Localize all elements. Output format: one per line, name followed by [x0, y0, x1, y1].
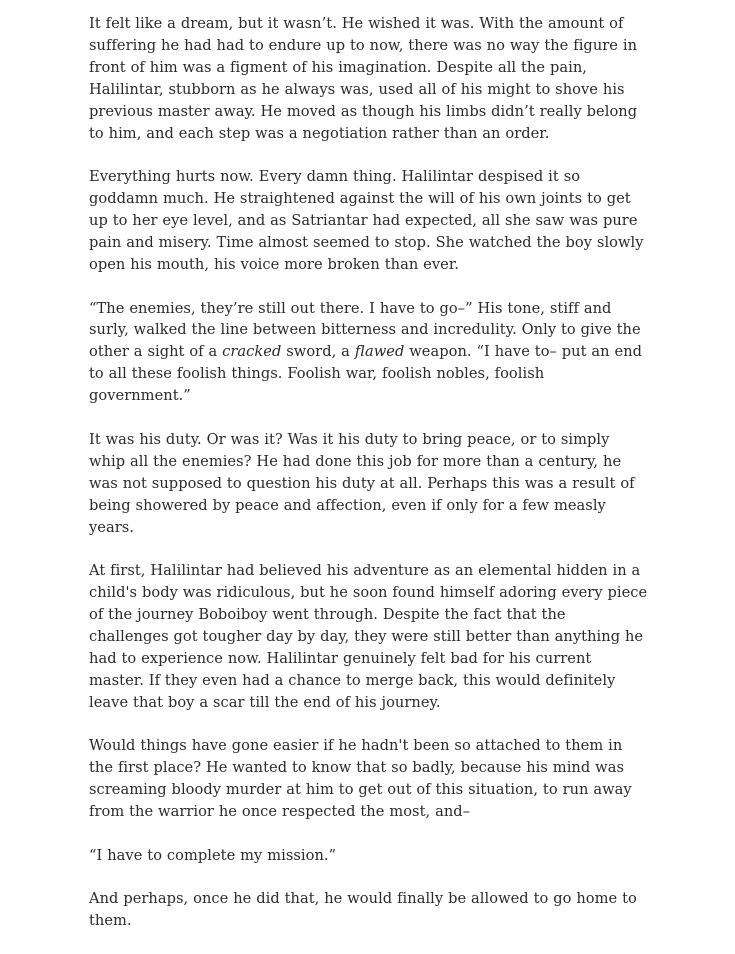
paragraph-text: And perhaps, once he did that, he would finally be allowed to go home to them. [89, 890, 637, 930]
paragraph [89, 13, 649, 144]
paragraph [89, 560, 649, 713]
paragraph [89, 429, 649, 539]
paragraph-text: “The enemies, they’re still out there. I have to go–” His tone, stiff and surly, walked the line between bitterness and incredulity. Only to give the other a sight of a [89, 299, 641, 361]
paragraph-text: It felt like a dream, but it wasn’t. He wished it was. With the amount of suffering he had had to endure up to now, there was no way the figure in front of him was a figment of his imagination. Despite all the pain, Halilintar, stubborn as he always was, used all of his might to shove his previous master away. He moved as though his limbs didn’t really belong to him, and each step was a negotiation rather than an order. [89, 15, 638, 142]
italic-text: flawed [354, 343, 405, 361]
paragraph-text: Would things have gone easier if he hadn't been so attached to them in the first place? He wanted to know that so badly, because his mind was screaming bloody murder at him to get out of this situation, to run away from the warrior he once respected the most, and– [89, 737, 632, 821]
paragraph [89, 845, 649, 867]
paragraph-text: Everything hurts now. Every damn thing. Halilintar despised it so goddamn much. He straightened against the will of his own joints to get up to her eye level, and as Satriantar had expected, all she saw was pure pain and misery. Time almost seemed to stop. She watched the boy slowly open his mouth, his voice more broken than ever. [89, 168, 644, 273]
paragraph [89, 888, 649, 932]
paragraph [89, 166, 649, 276]
paragraph [89, 298, 649, 408]
story-text [89, 13, 649, 954]
paragraph-text: It was his duty. Or was it? Was it his duty to bring peace, or to simply whip all the enemies? He had done this job for more than a century, he was not supposed to question his duty at all. Perhaps this was a result of being showered by peace and affection, even if only for a few measly years. [89, 430, 635, 536]
paragraph-text: At first, Halilintar had believed his adventure as an elemental hidden in a child's body was ridiculous, but he soon found himself adoring every piece of the journey Boboiboy went through. Despite the fact that the challenges got tougher day by day, they were still better than anything he had to experience now. Halilintar genuinely felt bad for his current master. If they even had a chance to merge back, this would definitely leave that boy a scar till the end of his journey. [89, 562, 648, 711]
paragraph [89, 735, 649, 823]
italic-text: cracked [222, 343, 282, 361]
paragraph-text: weapon. “I have to– put an end to all these foolish things. Foolish war, foolish nobles, foolish government.” [89, 343, 643, 405]
paragraph-text: “I have to complete my mission.” [89, 846, 337, 864]
paragraph-text: sword, a [281, 343, 355, 361]
